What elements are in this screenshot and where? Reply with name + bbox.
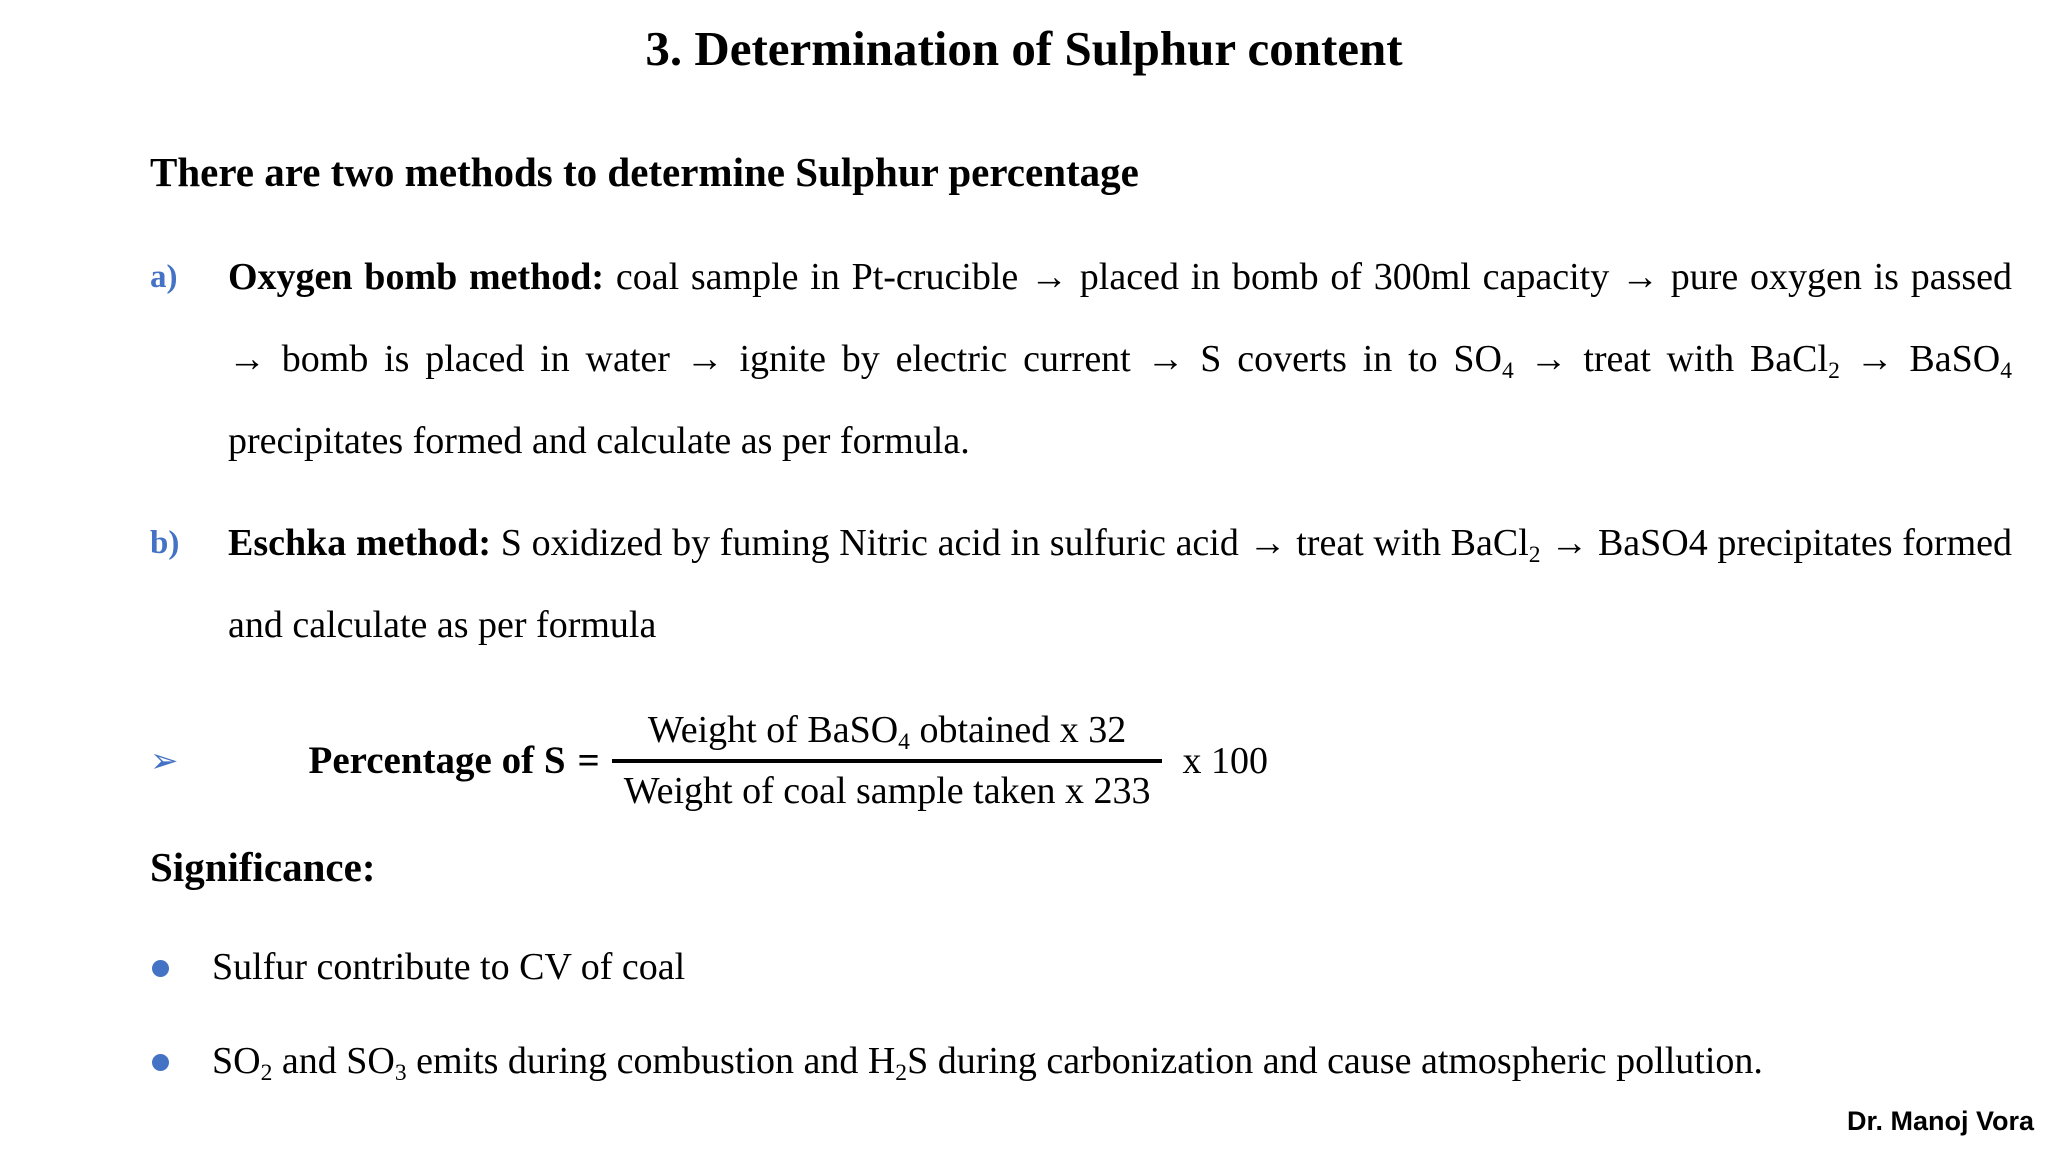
arrowhead-bullet-icon: ➢ (150, 740, 179, 781)
list-marker-b: b) (150, 525, 180, 561)
significance-heading: Significance: (150, 844, 376, 890)
bullet-text-pollution: SO2 and SO3 emits during combustion and H2S during carbonization and cause atmospheric pollution. (212, 1040, 1763, 1086)
bullet-dot-icon (152, 960, 169, 977)
formula-label: Percentage of S (308, 739, 566, 782)
method-item-eschka (150, 502, 2012, 666)
page-title: 3. Determination of Sulphur content (645, 21, 1403, 76)
list-marker-a: a) (150, 259, 178, 295)
fraction-numerator: Weight of BaSO4 obtained x 32 (612, 708, 1163, 763)
footer-author: Dr. Manoj Vora (1846, 1106, 2034, 1136)
significance-bullet-item (152, 936, 2012, 998)
significance-bullet-item (152, 1030, 2012, 1092)
formula-equals-sign: = (577, 739, 600, 782)
fraction-denominator: Weight of coal sample taken x 233 (623, 770, 1151, 812)
method-text-oxygen-bomb: Oxygen bomb method: coal sample in Pt-crucible → placed in bomb of 300ml capacity → pure oxygen is passed → bomb is placed in water → ignite by electric current → S coverts in to SO4 → treat with BaCl2 → BaSO4 precipitates formed and calculate as per formula. (228, 256, 2013, 462)
formula-multiplier: x 100 (1182, 739, 1268, 782)
method-text-eschka: Eschka method: S oxidized by fuming Nitric acid in sulfuric acid → treat with BaCl2 → BaSO4 precipitates formed and calculate as per formula (228, 522, 2012, 646)
bullet-dot-icon (152, 1054, 169, 1071)
formula-row (150, 708, 1268, 813)
formula-fraction (612, 708, 1163, 813)
bullet-text-cv: Sulfur contribute to CV of coal (212, 946, 686, 988)
subtitle: There are two methods to determine Sulphur percentage (150, 149, 1139, 195)
method-item-oxygen-bomb (150, 236, 2012, 482)
